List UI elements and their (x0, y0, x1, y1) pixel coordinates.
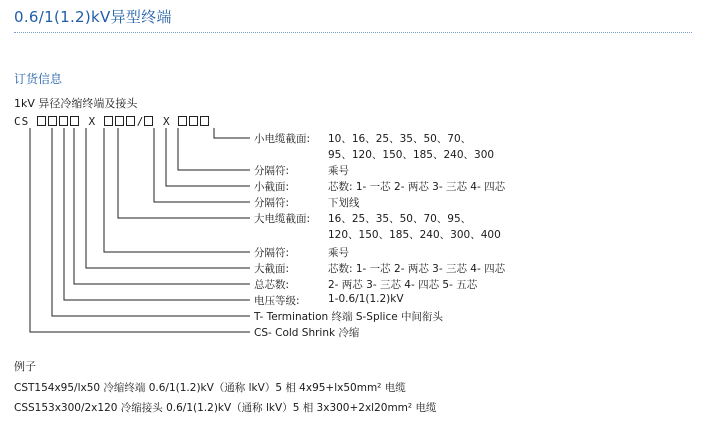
examples-heading: 例子 (14, 360, 36, 373)
connector-line (154, 128, 250, 202)
connector-line (64, 128, 250, 300)
section-heading: 订货信息 (14, 72, 63, 86)
code-separator-x: X (88, 115, 97, 128)
page-title: 0.6/1(1.2)kV异型终端 (14, 8, 172, 26)
product-subtitle: 1kV 异径冷缩终端及接头 (14, 97, 138, 110)
connector-line (52, 128, 250, 316)
connector-line (104, 128, 250, 252)
code-separator-slash: / (136, 115, 145, 128)
code-separator-x: X (163, 115, 171, 128)
connector-line (74, 128, 250, 284)
connector-line (166, 128, 250, 186)
example-line: CST154x95/lx50 冷缩终端 0.6/1(1.2)kV（通称 lkV）5 相 4x95+lx50mm² 电缆 (14, 382, 406, 394)
connector-line (214, 128, 250, 138)
connector-line (118, 128, 250, 218)
connector-line (30, 128, 250, 332)
code-prefix: CS (14, 115, 30, 128)
connector-line (86, 128, 250, 268)
example-line: CSS153x300/2x120 冷缩接头 0.6/1(1.2)kV（通称 lkV）5 相 3x300+2xl20mm² 电缆 (14, 402, 437, 414)
